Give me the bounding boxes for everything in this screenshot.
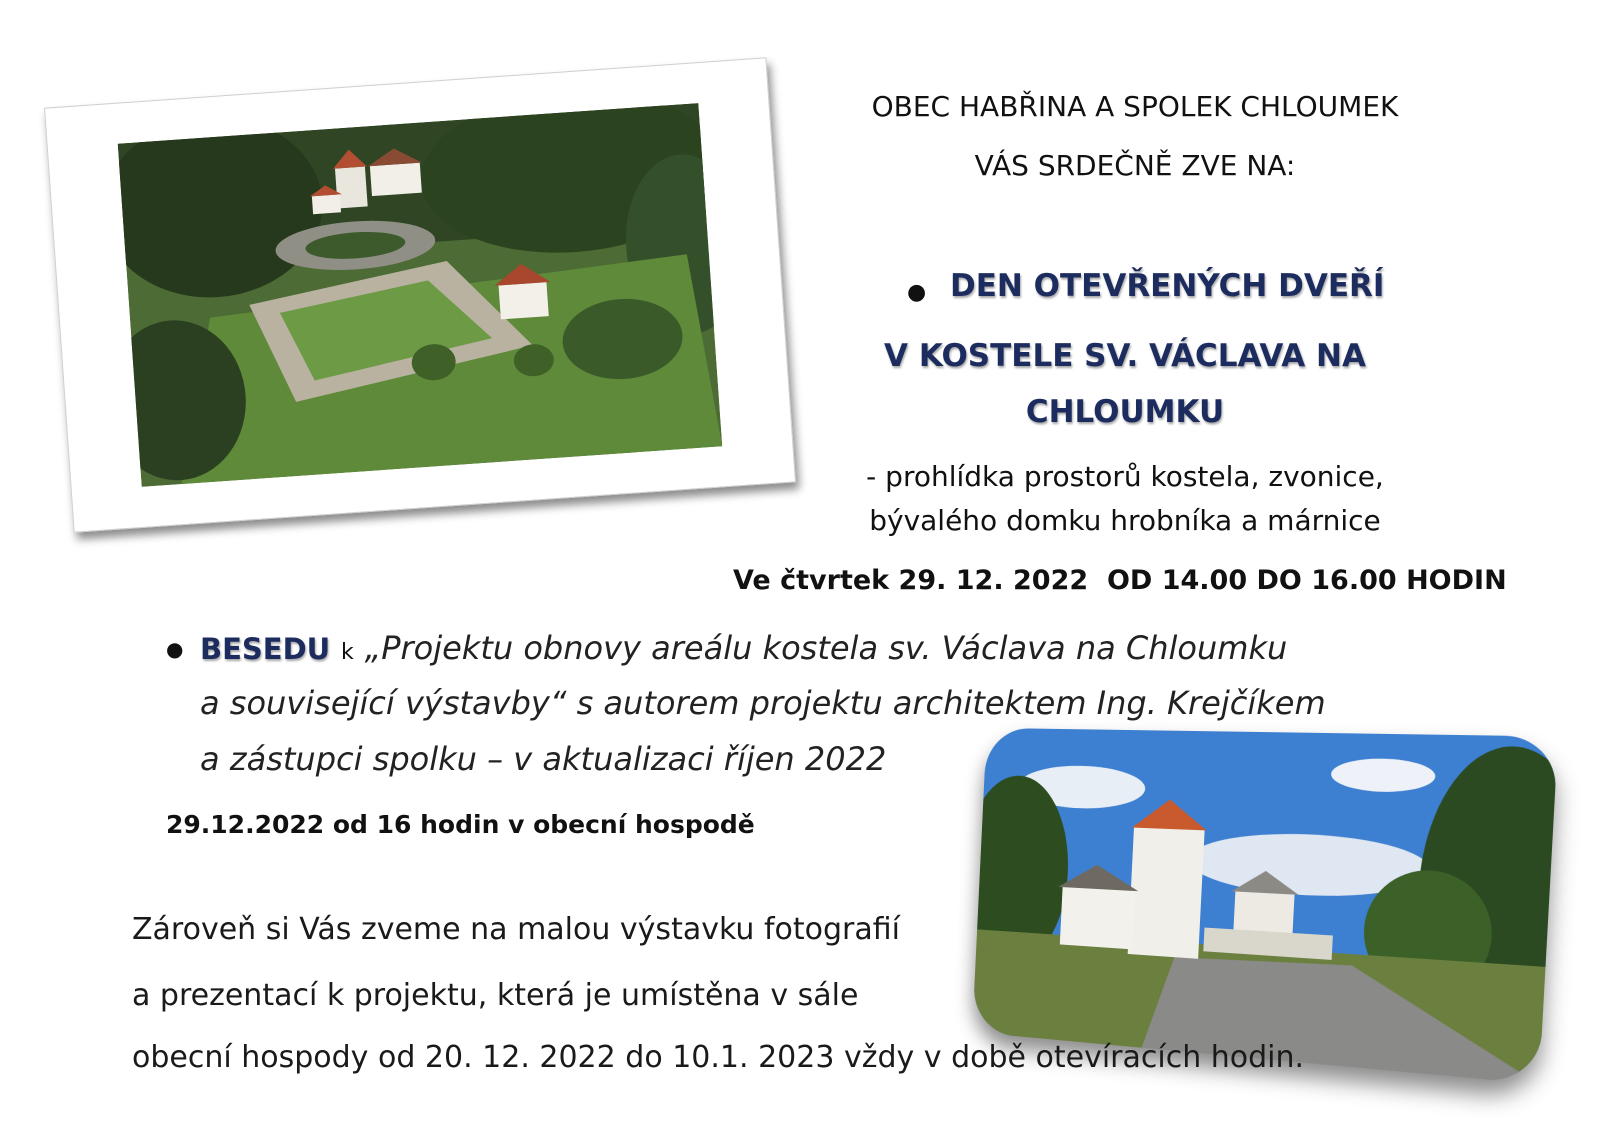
aerial-render-image [118, 103, 723, 487]
aerial-visualization-photo [44, 57, 796, 532]
closing-line1: Zároveň si Vás zveme na malou výstavku fotografií [132, 912, 900, 947]
open-day-description-line2: bývalého domku hrobníka a márnice [869, 504, 1381, 537]
open-day-description-line1: - prohlídka prostorů kostela, zvonice, [866, 460, 1384, 493]
lecture-line1 [200, 628, 1287, 668]
lecture-topic-line1: „Projektu obnovy areálu kostela sv. Václava na Chloumku [364, 629, 1288, 667]
open-day-title: DEN OTEVŘENÝCH DVEŘÍ [950, 268, 1385, 304]
open-day-venue-line1: V KOSTELE SV. VÁCLAVA NA [884, 338, 1366, 374]
organizers-line: OBEC HABŘINA A SPOLEK CHLOUMEK [871, 90, 1399, 123]
lecture-topic-line3: a zástupci spolku – v aktualizaci říjen 2022 [200, 740, 887, 778]
bullet-icon: ● [907, 280, 927, 305]
church-image [972, 728, 1558, 1084]
lecture-schedule: 29.12.2022 od 16 hodin v obecní hospodě [166, 810, 755, 839]
invitation-line: VÁS SRDEČNĚ ZVE NA: [974, 149, 1296, 182]
open-day-schedule: Ve čtvrtek 29. 12. 2022 OD 14.00 DO 16.00 HODIN [733, 565, 1507, 596]
closing-line3: obecní hospody od 20. 12. 2022 do 10.1. 2023 vždy v době otevíracích hodin. [132, 1040, 1305, 1075]
lecture-connector: k [341, 640, 354, 665]
bullet-icon: ● [166, 637, 184, 661]
closing-line2: a prezentací k projektu, která je umístěna v sále [132, 978, 859, 1013]
open-day-venue-line2: CHLOUMKU [1025, 394, 1225, 430]
church-photo [972, 728, 1558, 1084]
lecture-topic-line2: a související výstavby“ s autorem projektu architektem Ing. Krejčíkem [200, 684, 1326, 722]
lecture-title: BESEDU [200, 632, 331, 666]
